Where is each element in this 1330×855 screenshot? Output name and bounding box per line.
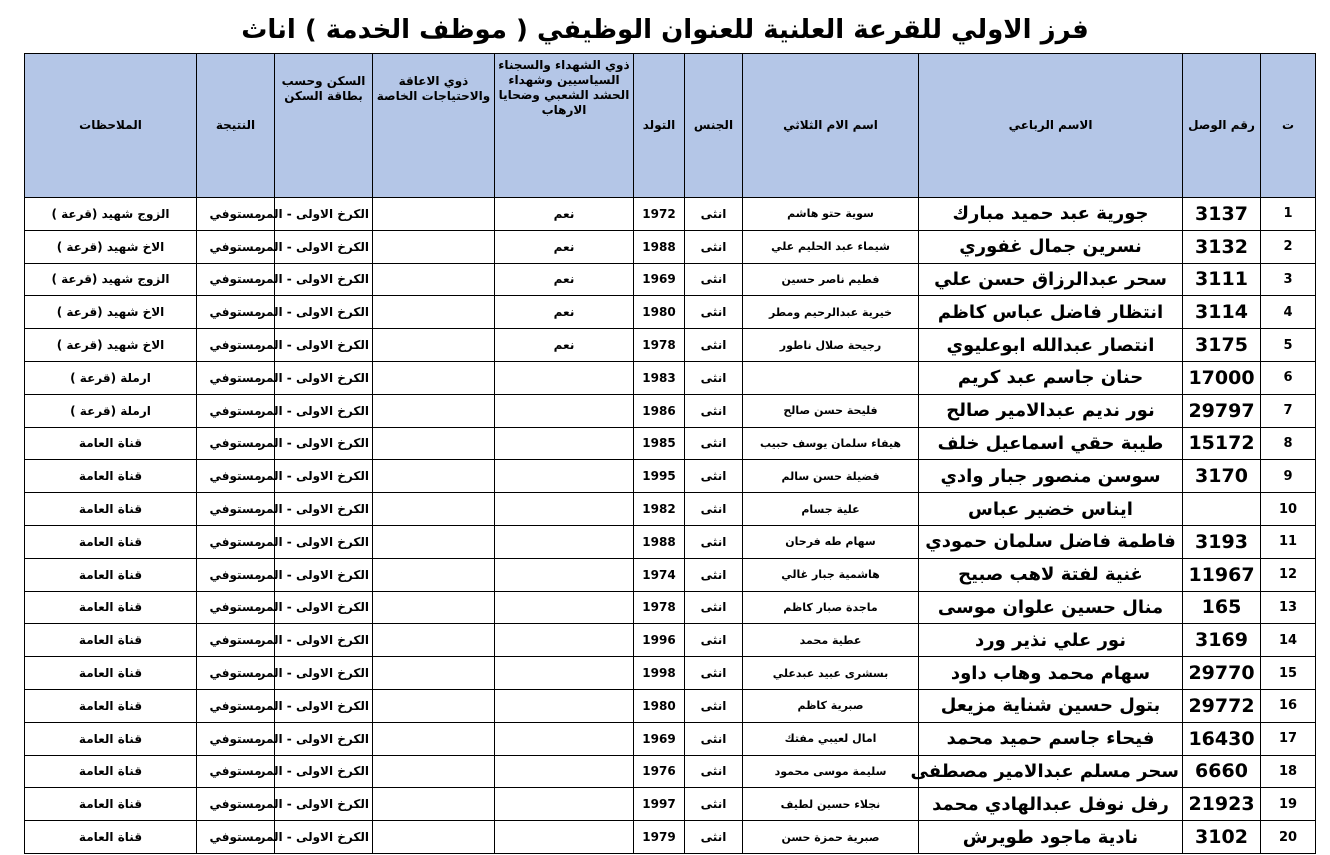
- cell-disability-flag: [373, 394, 495, 427]
- table-row: [25, 198, 1316, 231]
- cell-martyr-family-flag: نعم: [495, 198, 634, 231]
- cell-receipt-number: 3137: [1183, 198, 1261, 231]
- cell-full-name: سحر عبدالرزاق حسن علي: [919, 263, 1183, 296]
- cell-housing: الكرخ الاولى - المر: [275, 558, 373, 591]
- cell-disability-flag: [373, 198, 495, 231]
- table-row: [25, 427, 1316, 460]
- cell-disability-flag: [373, 657, 495, 690]
- cell-notes: الزوج شهيد (قرعة ): [25, 198, 197, 231]
- cell-mother-name: نجلاء حسين لطيف: [743, 788, 919, 821]
- cell-receipt-number: 29797: [1183, 394, 1261, 427]
- cell-result: مستوفي: [197, 591, 275, 624]
- table-row: [25, 296, 1316, 329]
- table-row: [25, 329, 1316, 362]
- cell-notes: قناة العامة: [25, 624, 197, 657]
- cell-martyr-family-flag: [495, 394, 634, 427]
- cell-housing: الكرخ الاولى - المر: [275, 198, 373, 231]
- cell-notes: قناة العامة: [25, 689, 197, 722]
- cell-row-index: 5: [1261, 329, 1316, 362]
- cell-full-name: سهام محمد وهاب داود: [919, 657, 1183, 690]
- cell-disability-flag: [373, 755, 495, 788]
- cell-receipt-number: 3132: [1183, 230, 1261, 263]
- cell-row-index: 4: [1261, 296, 1316, 329]
- cell-gender: انثى: [685, 329, 743, 362]
- cell-disability-flag: [373, 296, 495, 329]
- cell-mother-name: [743, 361, 919, 394]
- cell-gender: انثى: [685, 591, 743, 624]
- header-row: [25, 54, 1316, 198]
- cell-martyr-family-flag: [495, 558, 634, 591]
- cell-martyr-family-flag: [495, 689, 634, 722]
- cell-housing: الكرخ الاولى - المر: [275, 755, 373, 788]
- cell-full-name: طيبة حقي اسماعيل خلف: [919, 427, 1183, 460]
- cell-row-index: 9: [1261, 460, 1316, 493]
- cell-martyr-family-flag: [495, 427, 634, 460]
- cell-row-index: 18: [1261, 755, 1316, 788]
- cell-row-index: 8: [1261, 427, 1316, 460]
- cell-housing: الكرخ الاولى - المر: [275, 329, 373, 362]
- cell-housing: الكرخ الاولى - المر: [275, 460, 373, 493]
- cell-martyr-family-flag: [495, 657, 634, 690]
- cell-gender: انثى: [685, 689, 743, 722]
- page-title: فرز الاولي للقرعة العلنية للعنوان الوظيفي ( موظف الخدمة ) اناث: [241, 15, 1089, 45]
- cell-row-index: 2: [1261, 230, 1316, 263]
- cell-martyr-family-flag: نعم: [495, 230, 634, 263]
- cell-martyr-family-flag: [495, 493, 634, 526]
- cell-birth-year: 1988: [634, 230, 685, 263]
- cell-mother-name: علية جسام: [743, 493, 919, 526]
- cell-gender: انثى: [685, 558, 743, 591]
- cell-row-index: 19: [1261, 788, 1316, 821]
- cell-birth-year: 1997: [634, 788, 685, 821]
- cell-row-index: 3: [1261, 263, 1316, 296]
- cell-result: مستوفي: [197, 263, 275, 296]
- cell-full-name: ايناس خضير عباس: [919, 493, 1183, 526]
- cell-notes: ارملة (قرعة ): [25, 394, 197, 427]
- cell-receipt-number: 3193: [1183, 525, 1261, 558]
- cell-receipt-number: 3170: [1183, 460, 1261, 493]
- header-name: الاسم الرباعي: [919, 54, 1183, 198]
- cell-mother-name: صبرية كاظم: [743, 689, 919, 722]
- cell-notes: قناة العامة: [25, 788, 197, 821]
- cell-disability-flag: [373, 821, 495, 854]
- cell-martyr-family-flag: [495, 722, 634, 755]
- cell-notes: الاخ شهيد (قرعة ): [25, 296, 197, 329]
- cell-row-index: 11: [1261, 525, 1316, 558]
- cell-disability-flag: [373, 788, 495, 821]
- cell-housing: الكرخ الاولى - المر: [275, 525, 373, 558]
- cell-receipt-number: 3111: [1183, 263, 1261, 296]
- cell-birth-year: 1980: [634, 689, 685, 722]
- cell-receipt-number: 3114: [1183, 296, 1261, 329]
- cell-result: مستوفي: [197, 198, 275, 231]
- cell-row-index: 13: [1261, 591, 1316, 624]
- header-receipt: رقم الوصل: [1183, 54, 1261, 198]
- cell-martyr-family-flag: نعم: [495, 296, 634, 329]
- header-index: ت: [1261, 54, 1316, 198]
- cell-notes: قناة العامة: [25, 558, 197, 591]
- cell-full-name: انتصار عبدالله ابوعليوي: [919, 329, 1183, 362]
- cell-notes: قناة العامة: [25, 722, 197, 755]
- cell-full-name: انتظار فاضل عباس كاظم: [919, 296, 1183, 329]
- cell-birth-year: 1978: [634, 591, 685, 624]
- results-table: [24, 53, 1316, 854]
- header-mother: اسم الام الثلاثي: [743, 54, 919, 198]
- cell-martyr-family-flag: [495, 525, 634, 558]
- cell-gender: انثى: [685, 361, 743, 394]
- table-row: [25, 558, 1316, 591]
- cell-row-index: 16: [1261, 689, 1316, 722]
- cell-receipt-number: 165: [1183, 591, 1261, 624]
- cell-result: مستوفي: [197, 722, 275, 755]
- cell-full-name: منال حسين علوان موسى: [919, 591, 1183, 624]
- cell-birth-year: 1969: [634, 263, 685, 296]
- cell-mother-name: ماجدة صبار كاظم: [743, 591, 919, 624]
- cell-disability-flag: [373, 460, 495, 493]
- cell-row-index: 6: [1261, 361, 1316, 394]
- header-result: النتيجة: [197, 54, 275, 198]
- table-row: [25, 689, 1316, 722]
- cell-birth-year: 1969: [634, 722, 685, 755]
- cell-martyr-family-flag: [495, 591, 634, 624]
- cell-notes: قناة العامة: [25, 460, 197, 493]
- cell-housing: الكرخ الاولى - المر: [275, 230, 373, 263]
- cell-receipt-number: 16430: [1183, 722, 1261, 755]
- table-row: [25, 591, 1316, 624]
- cell-full-name: فاطمة فاضل سلمان حمودي: [919, 525, 1183, 558]
- cell-mother-name: عطية محمد: [743, 624, 919, 657]
- cell-result: مستوفي: [197, 525, 275, 558]
- cell-birth-year: 1982: [634, 493, 685, 526]
- header-gender: الجنس: [685, 54, 743, 198]
- cell-gender: انثى: [685, 394, 743, 427]
- table-row: [25, 788, 1316, 821]
- cell-row-index: 10: [1261, 493, 1316, 526]
- cell-full-name: سوسن منصور جبار وادي: [919, 460, 1183, 493]
- cell-receipt-number: 3169: [1183, 624, 1261, 657]
- cell-birth-year: 1972: [634, 198, 685, 231]
- cell-mother-name: شيماء عبد الحليم علي: [743, 230, 919, 263]
- cell-martyr-family-flag: [495, 460, 634, 493]
- cell-result: مستوفي: [197, 493, 275, 526]
- cell-disability-flag: [373, 558, 495, 591]
- cell-notes: الاخ شهيد (قرعة ): [25, 230, 197, 263]
- table-row: [25, 230, 1316, 263]
- cell-gender: انثى: [685, 755, 743, 788]
- cell-birth-year: 1983: [634, 361, 685, 394]
- cell-result: مستوفي: [197, 296, 275, 329]
- cell-row-index: 17: [1261, 722, 1316, 755]
- cell-birth-year: 1986: [634, 394, 685, 427]
- cell-housing: الكرخ الاولى - المر: [275, 821, 373, 854]
- cell-row-index: 7: [1261, 394, 1316, 427]
- cell-gender: انثى: [685, 427, 743, 460]
- cell-gender: انثى: [685, 821, 743, 854]
- cell-receipt-number: 17000: [1183, 361, 1261, 394]
- cell-receipt-number: 29772: [1183, 689, 1261, 722]
- cell-full-name: نادية ماجود طويرش: [919, 821, 1183, 854]
- cell-full-name: فيحاء جاسم حميد محمد: [919, 722, 1183, 755]
- cell-notes: قناة العامة: [25, 591, 197, 624]
- cell-gender: انثى: [685, 493, 743, 526]
- cell-row-index: 15: [1261, 657, 1316, 690]
- cell-mother-name: امال لعيبي مفتك: [743, 722, 919, 755]
- cell-disability-flag: [373, 624, 495, 657]
- cell-housing: الكرخ الاولى - المر: [275, 296, 373, 329]
- cell-housing: الكرخ الاولى - المر: [275, 722, 373, 755]
- table-row: [25, 755, 1316, 788]
- cell-result: مستوفي: [197, 329, 275, 362]
- cell-housing: الكرخ الاولى - المر: [275, 427, 373, 460]
- cell-full-name: غنية لفتة لاهب صبيح: [919, 558, 1183, 591]
- cell-result: مستوفي: [197, 230, 275, 263]
- cell-row-index: 14: [1261, 624, 1316, 657]
- cell-result: مستوفي: [197, 821, 275, 854]
- cell-result: مستوفي: [197, 558, 275, 591]
- cell-martyr-family-flag: [495, 788, 634, 821]
- cell-birth-year: 1980: [634, 296, 685, 329]
- cell-result: مستوفي: [197, 788, 275, 821]
- cell-mother-name: فضيلة حسن سالم: [743, 460, 919, 493]
- cell-disability-flag: [373, 263, 495, 296]
- cell-notes: قناة العامة: [25, 427, 197, 460]
- header-housing: السكن وحسب بطاقة السكن: [275, 54, 373, 198]
- cell-gender: انثى: [685, 788, 743, 821]
- cell-full-name: جورية عبد حميد مبارك: [919, 198, 1183, 231]
- cell-housing: الكرخ الاولى - المر: [275, 493, 373, 526]
- table-row: [25, 263, 1316, 296]
- cell-housing: الكرخ الاولى - المر: [275, 263, 373, 296]
- cell-notes: قناة العامة: [25, 755, 197, 788]
- cell-birth-year: 1998: [634, 657, 685, 690]
- cell-row-index: 20: [1261, 821, 1316, 854]
- cell-birth-year: 1974: [634, 558, 685, 591]
- cell-notes: ارملة (قرعة ): [25, 361, 197, 394]
- cell-mother-name: سليمة موسى محمود: [743, 755, 919, 788]
- header-notes: الملاحظات: [25, 54, 197, 198]
- table-row: [25, 657, 1316, 690]
- table-row: [25, 361, 1316, 394]
- cell-mother-name: سهام طه فرحان: [743, 525, 919, 558]
- header-birth: التولد: [634, 54, 685, 198]
- cell-result: مستوفي: [197, 657, 275, 690]
- cell-gender: انثى: [685, 624, 743, 657]
- cell-housing: الكرخ الاولى - المر: [275, 624, 373, 657]
- table-row: [25, 460, 1316, 493]
- cell-mother-name: سوية حتو هاشم: [743, 198, 919, 231]
- header-disability: ذوي الاعاقة والاحتياجات الخاصة: [373, 54, 495, 198]
- cell-housing: الكرخ الاولى - المر: [275, 657, 373, 690]
- table-body: [25, 198, 1316, 854]
- cell-martyr-family-flag: [495, 755, 634, 788]
- table-row: [25, 624, 1316, 657]
- cell-mother-name: خيرية عبدالرحيم ومطر: [743, 296, 919, 329]
- cell-gender: انثى: [685, 460, 743, 493]
- cell-housing: الكرخ الاولى - المر: [275, 788, 373, 821]
- cell-result: مستوفي: [197, 689, 275, 722]
- cell-disability-flag: [373, 230, 495, 263]
- cell-notes: قناة العامة: [25, 657, 197, 690]
- cell-receipt-number: 6660: [1183, 755, 1261, 788]
- cell-birth-year: 1985: [634, 427, 685, 460]
- cell-disability-flag: [373, 427, 495, 460]
- cell-mother-name: فليحة حسن صالح: [743, 394, 919, 427]
- cell-notes: الزوج شهيد (قرعة ): [25, 263, 197, 296]
- cell-receipt-number: 15172: [1183, 427, 1261, 460]
- cell-gender: انثى: [685, 296, 743, 329]
- cell-gender: انثى: [685, 230, 743, 263]
- cell-receipt-number: 3175: [1183, 329, 1261, 362]
- cell-result: مستوفي: [197, 624, 275, 657]
- cell-result: مستوفي: [197, 361, 275, 394]
- cell-gender: انثى: [685, 657, 743, 690]
- table-row: [25, 722, 1316, 755]
- cell-receipt-number: [1183, 493, 1261, 526]
- cell-row-index: 1: [1261, 198, 1316, 231]
- table-row: [25, 525, 1316, 558]
- cell-martyr-family-flag: [495, 361, 634, 394]
- table-row: [25, 394, 1316, 427]
- cell-housing: الكرخ الاولى - المر: [275, 689, 373, 722]
- table-row: [25, 493, 1316, 526]
- cell-gender: انثى: [685, 263, 743, 296]
- cell-notes: قناة العامة: [25, 493, 197, 526]
- cell-full-name: حنان جاسم عبد كريم: [919, 361, 1183, 394]
- cell-birth-year: 1996: [634, 624, 685, 657]
- cell-notes: الاخ شهيد (قرعة ): [25, 329, 197, 362]
- cell-full-name: نور علي نذير ورد: [919, 624, 1183, 657]
- cell-notes: قناة العامة: [25, 525, 197, 558]
- cell-mother-name: بسشرى عبيد عبدعلي: [743, 657, 919, 690]
- cell-result: مستوفي: [197, 755, 275, 788]
- cell-receipt-number: 29770: [1183, 657, 1261, 690]
- cell-mother-name: صبرية حمزة حسن: [743, 821, 919, 854]
- cell-birth-year: 1995: [634, 460, 685, 493]
- cell-disability-flag: [373, 722, 495, 755]
- cell-martyr-family-flag: [495, 624, 634, 657]
- cell-result: مستوفي: [197, 427, 275, 460]
- cell-mother-name: هاشمية جبار غالي: [743, 558, 919, 591]
- cell-disability-flag: [373, 525, 495, 558]
- cell-receipt-number: 21923: [1183, 788, 1261, 821]
- cell-result: مستوفي: [197, 394, 275, 427]
- cell-housing: الكرخ الاولى - المر: [275, 394, 373, 427]
- cell-full-name: بتول حسين شناية مزيعل: [919, 689, 1183, 722]
- cell-mother-name: فطيم ناصر حسين: [743, 263, 919, 296]
- cell-martyr-family-flag: [495, 821, 634, 854]
- cell-row-index: 12: [1261, 558, 1316, 591]
- table-row: [25, 821, 1316, 854]
- cell-full-name: سحر مسلم عبدالامير مصطفى: [919, 755, 1183, 788]
- cell-notes: قناة العامة: [25, 821, 197, 854]
- cell-full-name: نور نديم عبدالامير صالح: [919, 394, 1183, 427]
- cell-martyr-family-flag: نعم: [495, 263, 634, 296]
- header-martyrs: ذوي الشهداء والسجناء السياسيين وشهداء الحشد الشعبي وضحايا الارهاب: [495, 54, 634, 198]
- cell-disability-flag: [373, 329, 495, 362]
- cell-receipt-number: 11967: [1183, 558, 1261, 591]
- cell-mother-name: رجيحة صلال ناطور: [743, 329, 919, 362]
- cell-disability-flag: [373, 493, 495, 526]
- cell-receipt-number: 3102: [1183, 821, 1261, 854]
- cell-mother-name: هيفاء سلمان يوسف حبيب: [743, 427, 919, 460]
- cell-birth-year: 1976: [634, 755, 685, 788]
- cell-housing: الكرخ الاولى - المر: [275, 361, 373, 394]
- cell-martyr-family-flag: نعم: [495, 329, 634, 362]
- cell-gender: انثى: [685, 525, 743, 558]
- cell-birth-year: 1979: [634, 821, 685, 854]
- cell-disability-flag: [373, 689, 495, 722]
- cell-disability-flag: [373, 591, 495, 624]
- cell-gender: انثى: [685, 722, 743, 755]
- cell-disability-flag: [373, 361, 495, 394]
- cell-birth-year: 1978: [634, 329, 685, 362]
- cell-full-name: رفل نوفل عبدالهادي محمد: [919, 788, 1183, 821]
- cell-full-name: نسرين جمال غفوري: [919, 230, 1183, 263]
- cell-birth-year: 1988: [634, 525, 685, 558]
- cell-result: مستوفي: [197, 460, 275, 493]
- cell-housing: الكرخ الاولى - المر: [275, 591, 373, 624]
- cell-gender: انثى: [685, 198, 743, 231]
